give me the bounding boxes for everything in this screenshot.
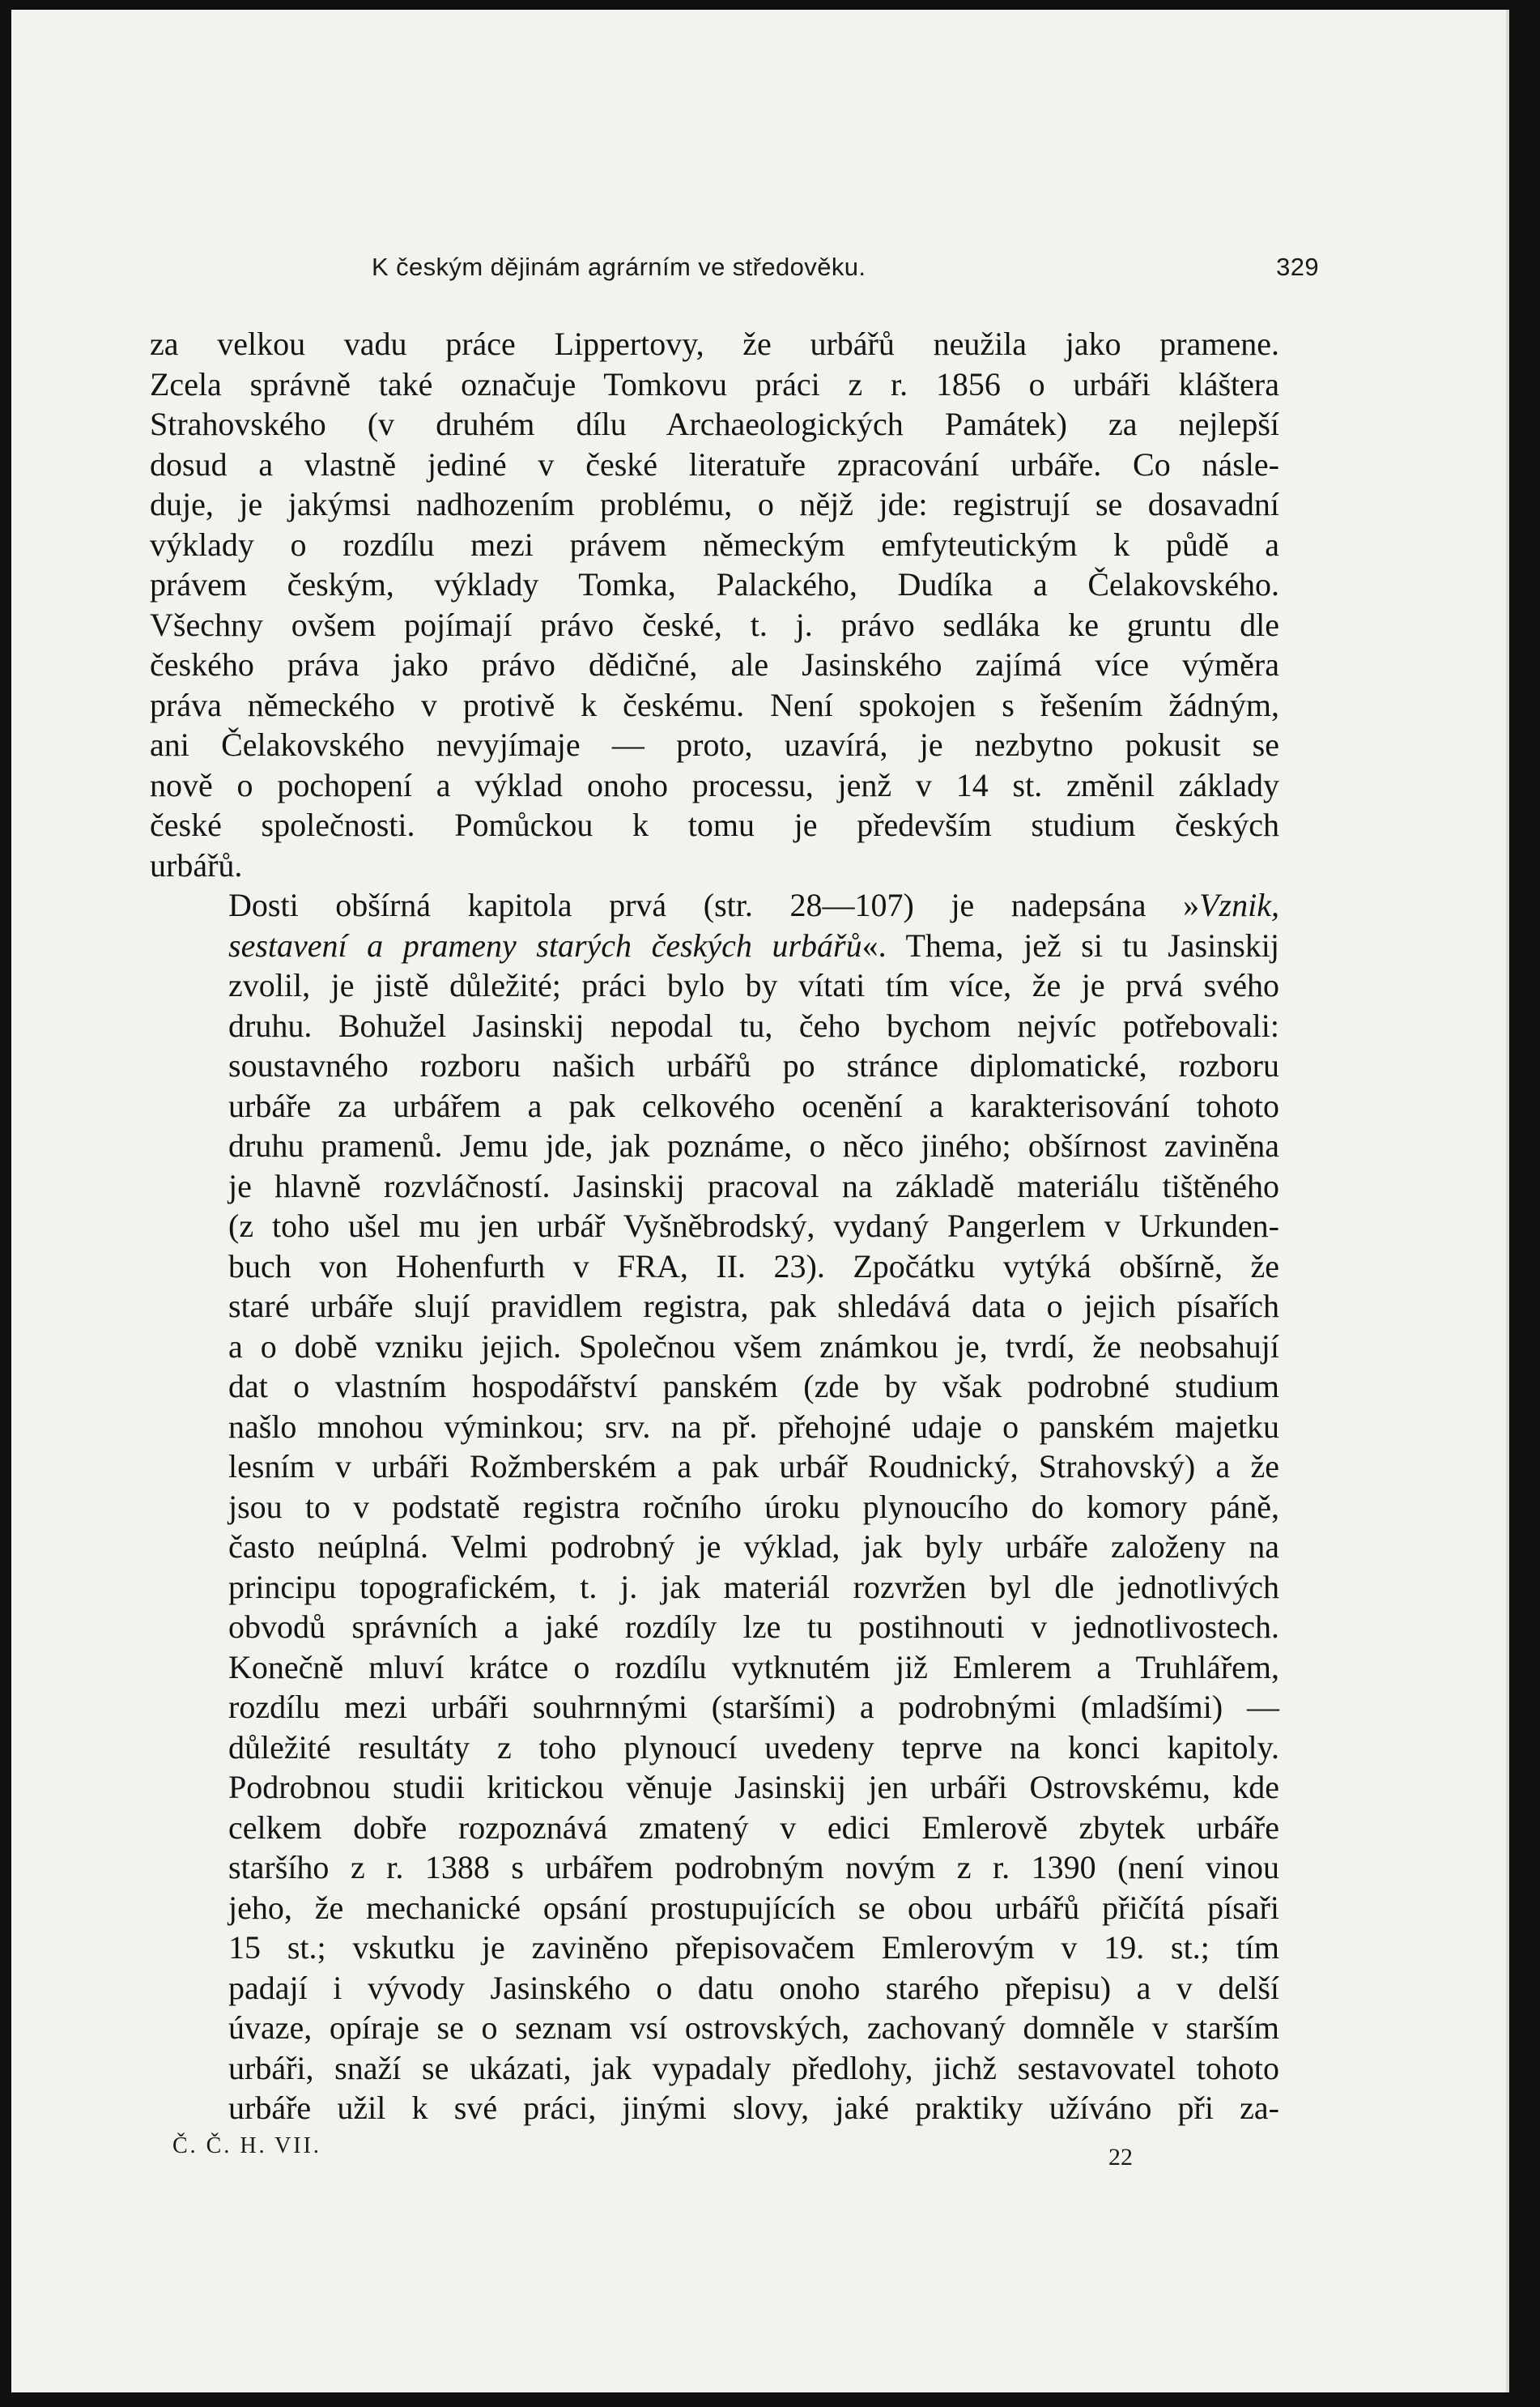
- book-page: [11, 10, 1509, 2392]
- text-line: soustavného rozboru našich urbářů po stránce diplomatické, rozboru: [228, 1047, 1279, 1084]
- text-line: výklady o rozdílu mezi právem německým emfyteutickým k půdě a: [150, 526, 1279, 563]
- text-line: české společnosti. Pomůckou k tomu je především studium českých: [150, 807, 1279, 843]
- text-line: padají i vývody Jasinského o datu onoho starého přepisu) a v delší: [228, 1969, 1279, 2006]
- body-text: [150, 324, 1279, 2128]
- text-fragment: «. Thema, jež si tu Jasinskij: [861, 927, 1279, 964]
- text-line: zvolil, je jistě důležité; práci bylo by vítati tím více, že je prvá svého: [228, 967, 1279, 1003]
- chapter-title-italic: sestavení a prameny starých českých urbářů: [228, 927, 862, 964]
- text-line: urbáře za urbářem a pak celkového ocenění a karakterisování tohoto: [228, 1087, 1279, 1124]
- text-line: českého práva jako právo dědičné, ale Jasinského zajímá více výměra: [150, 646, 1279, 683]
- text-line: principu topografickém, t. j. jak materiál rozvržen byl dle jednotlivých: [228, 1568, 1279, 1605]
- text-line: duje, je jakýmsi nadhozením problému, o nějž jde: registrují se dosavadní: [150, 486, 1279, 522]
- text-line: druhu pramenů. Jemu jde, jak poznáme, o něco jiného; obšírnost zaviněna: [228, 1127, 1279, 1164]
- text-line: za velkou vadu práce Lippertovy, že urbářů neužila jako pramene.: [150, 326, 1279, 362]
- text-fragment: Dosti obšírná kapitola prvá (str. 28—107) je nadepsána »: [228, 887, 1200, 923]
- text-line: je hlavně rozvláčností. Jasinskij pracoval na základě materiálu tištěného: [228, 1167, 1279, 1204]
- text-line: (z toho ušel mu jen urbář Vyšněbrodský, vydaný Pangerlem v Urkunden-: [228, 1208, 1279, 1244]
- text-line: Strahovského (v druhém dílu Archaeologických Památek) za nejlepší: [150, 406, 1279, 442]
- text-line: často neúplná. Velmi podrobný je výklad, jak byly urbáře založeny na: [228, 1528, 1279, 1565]
- text-line: Konečně mluví krátce o rozdílu vytknutém již Emlerem a Truhlářem,: [228, 1648, 1279, 1685]
- text-line: jsou to v podstatě registra ročního úroku plynoucího do komory páně,: [228, 1488, 1279, 1525]
- text-line: druhu. Bohužel Jasinskij nepodal tu, čeho bychom nejvíc potřebovali:: [228, 1007, 1279, 1044]
- volume-signature: Č. Č. H. VII.: [172, 2133, 321, 2158]
- text-line: [150, 885, 1279, 926]
- text-line: lesním v urbáři Rožmberském a pak urbář Roudnický, Strahovský) a že: [228, 1448, 1279, 1485]
- text-line: staršího z r. 1388 s urbářem podrobným novým z r. 1390 (není vinou: [228, 1849, 1279, 1885]
- text-line: [150, 926, 1279, 966]
- running-title: K českým dějinám agrárním ve středověku.: [372, 253, 866, 281]
- text-line: právem českým, výklady Tomka, Palackého, Dudíka a Čelakovského.: [150, 566, 1279, 603]
- text-line: 15 st.; vskutku je zaviněno přepisovačem Emlerovým v 19. st.; tím: [228, 1929, 1279, 1966]
- text-line: jeho, že mechanické opsání prostupujících se obou urbářů přičítá písaři: [228, 1889, 1279, 1926]
- text-line: našlo mnohou výminkou; srv. na př. přehojné udaje o panském majetku: [228, 1408, 1279, 1445]
- text-line: dat o vlastním hospodářství panském (zde by však podrobné studium: [228, 1368, 1279, 1404]
- paragraph-2: [150, 885, 1279, 2128]
- sheet-number: 22: [1108, 2144, 1133, 2171]
- text-line: buch von Hohenfurth v FRA, II. 23). Zpočátku vytýká obšírně, že: [228, 1247, 1279, 1284]
- text-line: Všechny ovšem pojímají právo české, t. j. právo sedláka ke gruntu dle: [150, 606, 1279, 643]
- text-line: celkem dobře rozpoznává zmatený v edici Emlerově zbytek urbáře: [228, 1808, 1279, 1846]
- chapter-title-italic: Vznik,: [1199, 887, 1279, 923]
- text-line: dosud a vlastně jediné v české literatuře zpracování urbáře. Co násle-: [150, 445, 1279, 483]
- text-line: a o době vzniku jejich. Společnou všem známkou je, tvrdí, že neobsahují: [228, 1327, 1279, 1365]
- text-line: urbáře užil k své práci, jinými slovy, jaké praktiky užíváno při za-: [228, 2090, 1279, 2126]
- text-line: důležité resultáty z toho plynoucí uvedeny teprve na konci kapitoly.: [228, 1728, 1279, 1766]
- text-line: nově o pochopení a výklad onoho processu, jenž v 14 st. změnil základy: [150, 766, 1279, 803]
- text-line: staré urbáře slují pravidlem registra, pak shledává data o jejich písařích: [228, 1288, 1279, 1324]
- text-line: ani Čelakovského nevyjímaje — proto, uzavírá, je nezbytno pokusit se: [150, 726, 1279, 763]
- text-line: práva německého v protivě k českému. Není spokojen s řešením žádným,: [150, 686, 1279, 723]
- page-number: 329: [1276, 253, 1319, 281]
- text-line: úvaze, opíraje se o seznam vsí ostrovských, zachovaný domněle v starším: [228, 2009, 1279, 2046]
- text-line: Zcela správně také označuje Tomkovu práci z r. 1856 o urbáři kláštera: [150, 365, 1279, 403]
- text-line: rozdílu mezi urbáři souhrnnými (staršími) a podrobnými (mladšími) —: [228, 1689, 1279, 1725]
- text-line: urbáři, snaží se ukázati, jak vypadaly předlohy, jichž sestavovatel tohoto: [228, 2049, 1279, 2086]
- text-line: urbářů.: [150, 846, 243, 884]
- text-line: obvodů správních a jaké rozdíly lze tu postihnouti v jednotlivostech.: [228, 1608, 1279, 1645]
- paragraph-1: [150, 324, 1279, 885]
- text-line: Podrobnou studii kritickou věnuje Jasinskij jen urbáři Ostrovskému, kde: [228, 1769, 1279, 1805]
